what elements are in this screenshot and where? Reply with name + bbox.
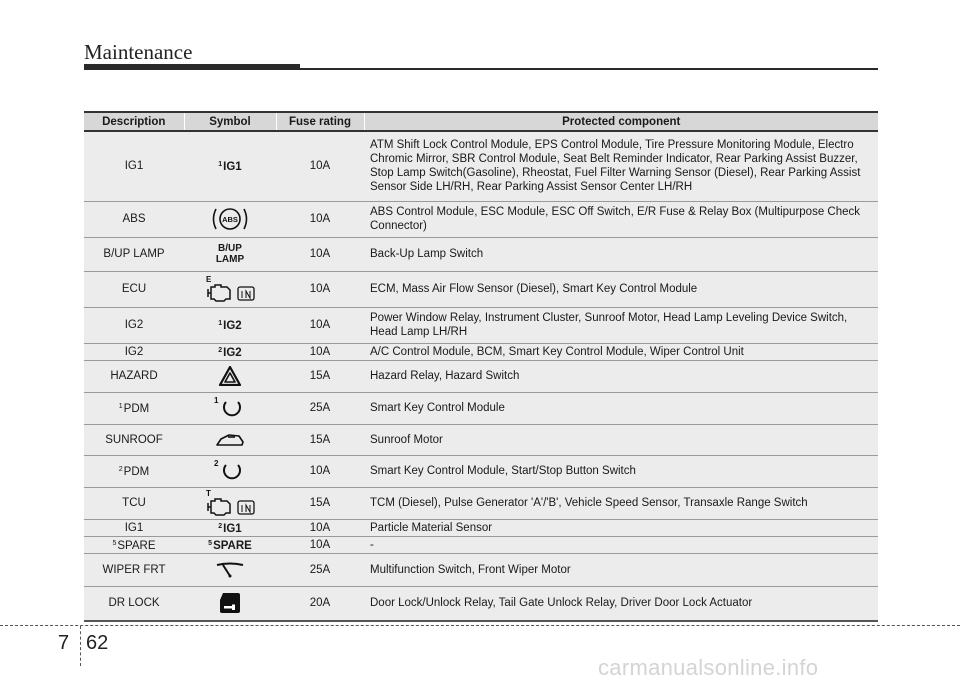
protected-component: - [364, 536, 878, 553]
column-header-description: Description [84, 112, 184, 131]
fuse-rating: 10A [276, 131, 364, 201]
fuse-symbol [184, 586, 276, 621]
fuse-description: B/UP LAMP [84, 237, 184, 271]
fuse-table [84, 111, 878, 622]
engine-tcu-icon [200, 488, 260, 518]
abs-icon [210, 206, 250, 232]
protected-component: Smart Key Control Module [364, 392, 878, 424]
protected-component: Power Window Relay, Instrument Cluster, Sunroof Motor, Head Lamp Leveling Device Switch, Head Lamp LH/RH [364, 307, 878, 343]
fuse-rating: 25A [276, 553, 364, 586]
protected-component: Hazard Relay, Hazard Switch [364, 360, 878, 392]
table-row [84, 424, 878, 455]
fuse-symbol [184, 455, 276, 487]
fuse-symbol: $^2$IG1 [184, 519, 276, 536]
table-row [84, 360, 878, 392]
fuse-symbol [184, 360, 276, 392]
table-row [84, 343, 878, 360]
fuse-rating: 20A [276, 586, 364, 621]
svg-text:T: T [206, 489, 211, 498]
fuse-symbol: $^1$IG1 [184, 131, 276, 201]
fuse-symbol [184, 237, 276, 271]
fuse-description: $^1$PDM [84, 392, 184, 424]
fuse-rating: 10A [276, 536, 364, 553]
table-row [84, 553, 878, 586]
table-row [84, 519, 878, 536]
fuse-description: IG2 [84, 307, 184, 343]
door-lock-icon [218, 591, 242, 615]
sunroof-car-icon [215, 431, 245, 449]
fuse-description: DR LOCK [84, 586, 184, 621]
protected-component: ABS Control Module, ESC Module, ESC Off Switch, E/R Fuse & Relay Box (Multipurpose Check Connector) [364, 201, 878, 237]
protected-component: ATM Shift Lock Control Module, EPS Control Module, Tire Pressure Monitoring Module, Electro Chromic Mirror, SBR Control Module, Seat Belt Reminder Indicator, Rear Parking Assist Buzzer, Stop Lamp Switch(Gasoline), Rheostat, Fuel Filter Warning Sensor (Diesel), Rear Parking Assist Sensor Side LH/RH, Rear Parking Assist Sensor Center LH/RH [364, 131, 878, 201]
protected-component: Sunroof Motor [364, 424, 878, 455]
svg-text:ABS: ABS [222, 215, 238, 224]
hazard-triangle-icon [219, 366, 241, 386]
fuse-rating: 10A [276, 307, 364, 343]
pdm-icon [212, 394, 248, 422]
fuse-symbol: $^1$IG2 [184, 307, 276, 343]
fuse-symbol [184, 392, 276, 424]
footer-rule [0, 625, 960, 626]
column-header-protected-component: Protected component [364, 112, 878, 131]
protected-component: Smart Key Control Module, Start/Stop Button Switch [364, 455, 878, 487]
column-header-fuse-rating: Fuse rating [276, 112, 364, 131]
header-rule [300, 68, 878, 70]
protected-component: ECM, Mass Air Flow Sensor (Diesel), Smart Key Control Module [364, 271, 878, 307]
fuse-description: ABS [84, 201, 184, 237]
chapter-number: 7 [58, 632, 70, 654]
engine-ecu-icon [200, 274, 260, 304]
fuse-description: SUNROOF [84, 424, 184, 455]
protected-component: A/C Control Module, BCM, Smart Key Control Module, Wiper Control Unit [364, 343, 878, 360]
fuse-rating: 25A [276, 392, 364, 424]
fuse-symbol: $^5$SPARE [184, 536, 276, 553]
fuse-rating: 10A [276, 455, 364, 487]
fuse-description: ECU [84, 271, 184, 307]
svg-text:1: 1 [214, 396, 219, 405]
table-row [84, 536, 878, 553]
table-row [84, 131, 878, 201]
table-row [84, 201, 878, 237]
fuse-rating: 10A [276, 201, 364, 237]
fuse-rating: 15A [276, 487, 364, 519]
fuse-rating: 10A [276, 519, 364, 536]
page-number: 62 [86, 632, 109, 654]
wiper-icon [215, 562, 245, 578]
protected-component: Back-Up Lamp Switch [364, 237, 878, 271]
fuse-description: HAZARD [84, 360, 184, 392]
footer-divider [80, 626, 81, 666]
column-header-symbol: Symbol [184, 112, 276, 131]
page-title: Maintenance [84, 40, 193, 64]
fuse-description: $^2$PDM [84, 455, 184, 487]
fuse-description: IG2 [84, 343, 184, 360]
table-row [84, 392, 878, 424]
table-row [84, 237, 878, 271]
fuse-rating: 15A [276, 360, 364, 392]
table-row [84, 271, 878, 307]
fuse-rating: 10A [276, 343, 364, 360]
table-row [84, 487, 878, 519]
fuse-description: $^5$SPARE [84, 536, 184, 553]
fuse-symbol [184, 201, 276, 237]
watermark: carmanualsonline.info [598, 655, 819, 680]
fuse-rating: 15A [276, 424, 364, 455]
fuse-symbol: $^2$IG2 [184, 343, 276, 360]
table-row [84, 455, 878, 487]
table-row [84, 307, 878, 343]
fuse-rating: 10A [276, 237, 364, 271]
svg-text:E: E [206, 275, 212, 284]
fuse-symbol [184, 424, 276, 455]
fuse-description: IG1 [84, 519, 184, 536]
fuse-description: WIPER FRT [84, 553, 184, 586]
svg-text:2: 2 [214, 459, 219, 468]
protected-component: TCM (Diesel), Pulse Generator 'A'/'B', Vehicle Speed Sensor, Transaxle Range Switch [364, 487, 878, 519]
table-row [84, 586, 878, 621]
fuse-symbol [184, 553, 276, 586]
fuse-symbol [184, 487, 276, 519]
fuse-description: TCU [84, 487, 184, 519]
fuse-description: IG1 [84, 131, 184, 201]
backup-lamp-symbol: B/UP LAMP [215, 242, 245, 265]
fuse-symbol [184, 271, 276, 307]
fuse-rating: 10A [276, 271, 364, 307]
fuse-table-header [84, 112, 878, 131]
protected-component: Door Lock/Unlock Relay, Tail Gate Unlock Relay, Driver Door Lock Actuator [364, 586, 878, 621]
pdm-icon [212, 457, 248, 485]
protected-component: Particle Material Sensor [364, 519, 878, 536]
header-bar [84, 64, 300, 70]
protected-component: Multifunction Switch, Front Wiper Motor [364, 553, 878, 586]
